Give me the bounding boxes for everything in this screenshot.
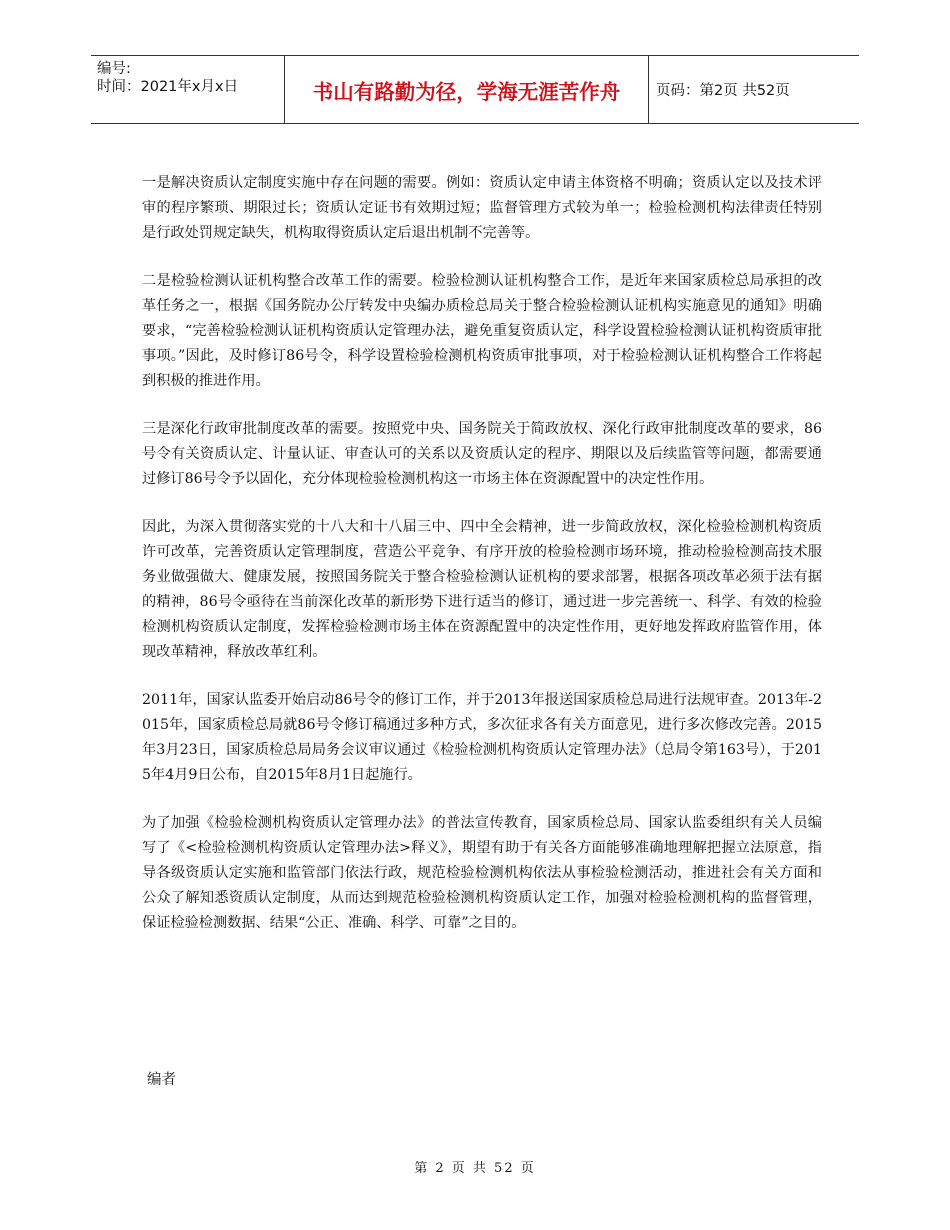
paragraph-3: 三是深化行政审批制度改革的需要。按照党中央、国务院关于简政放权、深化行政审批制度改革的要求，86号令有关资质认定、计量认证、审查认可的关系以及资质认定的程序、期限以及后续监管等问题，都需要通过修订86号令予以固化，充分体现检验检测机构这一市场主体在资源配置中的决定性作用。 [142,421,822,487]
page-footer: 第 2 页 共 52 页 [414,1161,536,1176]
paragraph-5: 2011年，国家认监委开始启动86号令的修订工作，并于2013年报送国家质检总局进行法规审查。2013年-2015年，国家质检总局就86号令修订稿通过多种方式，多次征求各有关方面意见，进行多次修改完善。2015年3月23日，国家质检总局局务会议审议通过《检验检测机构资质认定管理办法》（总局令第163号），于2015年4月9日公布，自2015年8月1日起施行。 [142,692,822,783]
paragraph-1: 一是解决资质认定制度实施中存在问题的需要。例如：资质认定申请主体资格不明确；资质认定以及技术评审的程序繁琐、期限过长；资质认定证书有效期过短；监督管理方式较为单一；检验检测机构法律责任特别是行政处罚规定缺失，机构取得资质认定后退出机制不完善等。 [142,175,822,241]
document-time-label: 时间：2021年x月x日 [97,79,239,95]
paragraph-2: 二是检验检测认证机构整合改革工作的需要。检验检测认证机构整合工作，是近年来国家质检总局承担的改革任务之一，根据《国务院办公厅转发中央编办质检总局关于整合检验检测认证机构实施意见的通知》明确要求，“完善检验检测认证机构资质认定管理办法，避免重复资质认定，科学设置检验检测认证机构资质审批事项。”因此，及时修订86号令，科学设置检验检测机构资质审批事项，对于检验检测认证机构整合工作将起到积极的推进作用。 [142,273,822,389]
document-number-label: 编号: [97,61,131,77]
document-body [142,171,822,959]
paragraph-6: 为了加强《检验检测机构资质认定管理办法》的普法宣传教育，国家质检总局、国家认监委组织有关人员编写了《<检验检测机构资质认定管理办法>释义》，期望有助于有关各方面能够准确地理解把握立法原意，指导各级资质认定实施和监管部门依法行政，规范检验检测机构依法从事检验检测活动，推进社会有关方面和公众了解知悉资质认定制度，从而达到规范检验检测机构资质认定工作，加强对检验检测机构的监督管理，保证检验检测数据、结果“公正、准确、科学、可靠”之目的。 [142,815,822,931]
paragraph-4: 因此，为深入贯彻落实党的十八大和十八届三中、四中全会精神，进一步简政放权，深化检验检测机构资质许可改革，完善资质认定管理制度，营造公平竞争、有序开放的检验检测市场环境，推动检验检测高技术服务业做强做大、健康发展，按照国务院关于整合检验检测认证机构的要求部署，根据各项改革必须于法有据的精神，86号令亟待在当前深化改革的新形势下进行适当的修订，通过进一步完善统一、科学、有效的检验检测机构资质认定制度，发挥检验检测市场主体在资源配置中的决定性作用，更好地发挥政府监管作用，体现改革精神，释放改革红利。 [142,519,822,660]
header-motto: 书山有路勤为径，学海无涯苦作舟 [284,56,649,123]
header-page-info: 页码：第2页 共52页 [656,83,790,99]
header-meta [91,56,284,123]
page-header [91,55,859,124]
signoff: 编者 [147,1072,176,1088]
